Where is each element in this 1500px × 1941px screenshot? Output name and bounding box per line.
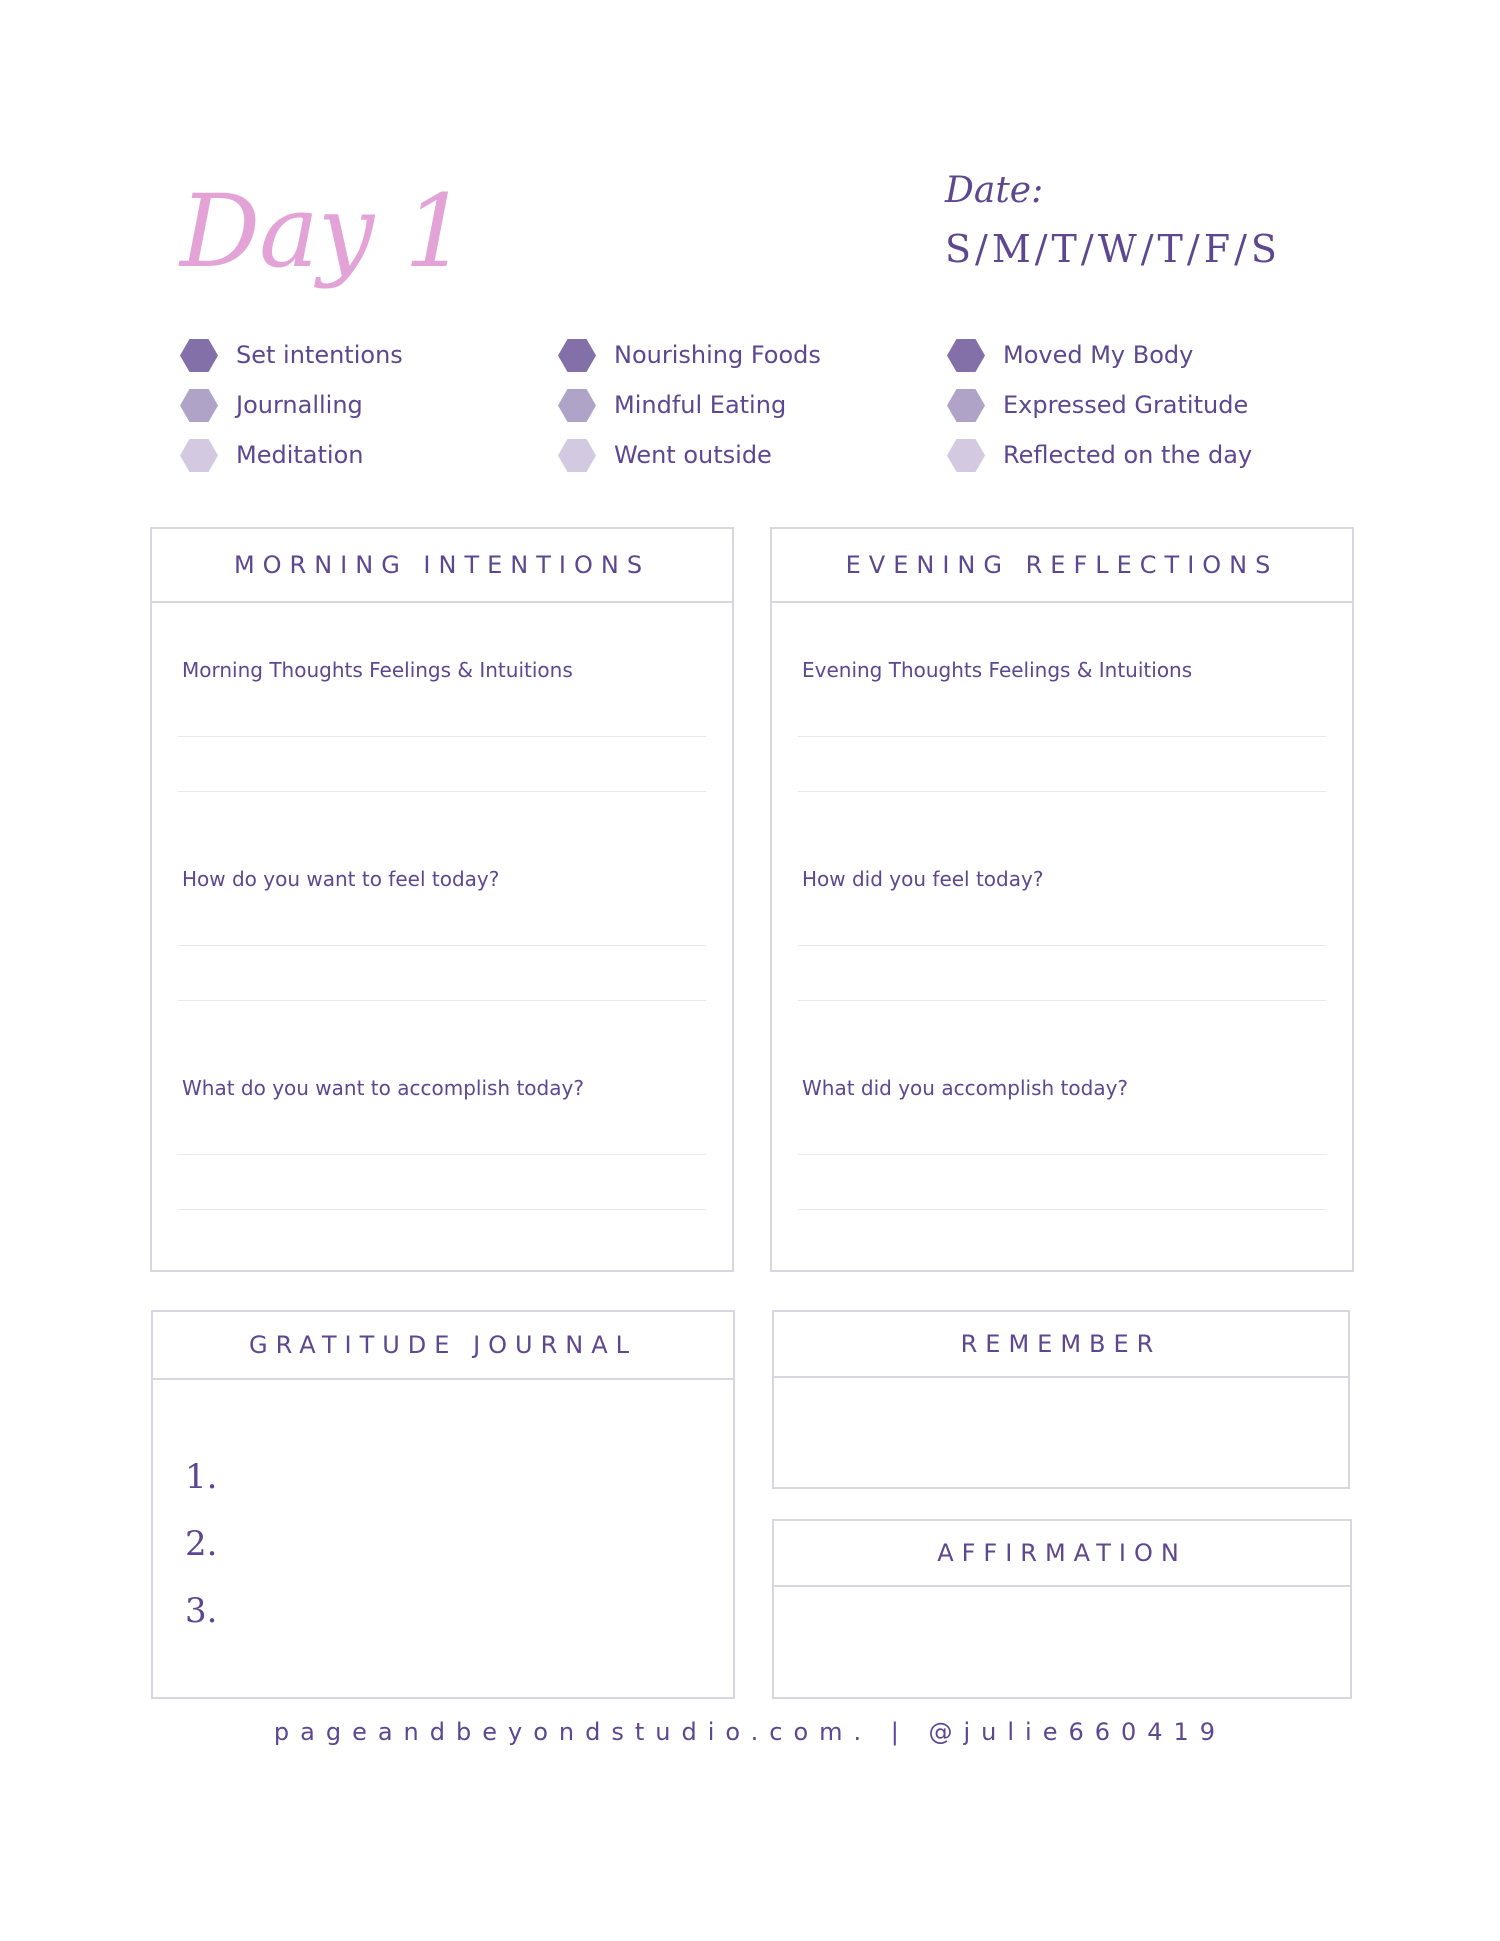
checklist-item[interactable]: [180, 380, 510, 430]
writing-line[interactable]: [178, 791, 706, 792]
checklist-item[interactable]: [558, 380, 888, 430]
hexagon-checkbox-icon[interactable]: [947, 389, 985, 422]
checklist-label: Mindful Eating: [614, 391, 787, 419]
hexagon-checkbox-icon[interactable]: [180, 339, 218, 372]
morning-intentions-title: MORNING INTENTIONS: [152, 529, 732, 603]
checklist-item[interactable]: [180, 330, 510, 380]
hexagon-checkbox-icon[interactable]: [180, 389, 218, 422]
day-title: Day 1: [180, 173, 467, 290]
date-label: Date:: [945, 170, 1044, 211]
gratitude-item-2[interactable]: 2.: [185, 1524, 218, 1564]
hexagon-checkbox-icon[interactable]: [558, 339, 596, 372]
gratitude-item-3[interactable]: 3.: [185, 1591, 218, 1631]
writing-line[interactable]: [798, 945, 1326, 946]
writing-line[interactable]: [178, 1000, 706, 1001]
checklist-item[interactable]: [180, 430, 510, 480]
remember-title: REMEMBER: [774, 1312, 1348, 1378]
checklist-label: Expressed Gratitude: [1003, 391, 1249, 419]
writing-line[interactable]: [798, 791, 1326, 792]
checklist-label: Moved My Body: [1003, 341, 1194, 369]
evening-reflections-box: [770, 527, 1354, 1272]
footer-credit: pageandbeyondstudio.com. | @julie660419: [273, 1718, 1227, 1746]
hexagon-checkbox-icon[interactable]: [947, 339, 985, 372]
weekday-selector[interactable]: S/M/T/W/T/F/S: [945, 227, 1281, 271]
evening-prompt-feel: How did you feel today?: [802, 867, 1044, 891]
affirmation-box: [772, 1519, 1352, 1699]
checklist-column-2: [558, 330, 888, 480]
morning-prompt-thoughts: Morning Thoughts Feelings & Intuitions: [182, 658, 573, 682]
checklist-column-1: [180, 330, 510, 480]
morning-intentions-box: [150, 527, 734, 1272]
checklist-item[interactable]: [558, 430, 888, 480]
morning-prompt-feel: How do you want to feel today?: [182, 867, 500, 891]
hexagon-checkbox-icon[interactable]: [180, 439, 218, 472]
morning-prompt-accomplish: What do you want to accomplish today?: [182, 1076, 584, 1100]
gratitude-item-1[interactable]: 1.: [185, 1457, 218, 1497]
checklist-label: Nourishing Foods: [614, 341, 821, 369]
checklist-column-3: [947, 330, 1277, 480]
checklist-label: Went outside: [614, 441, 772, 469]
remember-box: [772, 1310, 1350, 1489]
writing-line[interactable]: [798, 1000, 1326, 1001]
writing-line[interactable]: [798, 736, 1326, 737]
checklist-label: Set intentions: [236, 341, 403, 369]
gratitude-journal-box: [151, 1310, 735, 1699]
checklist-item[interactable]: [947, 330, 1277, 380]
checklist-item[interactable]: [558, 330, 888, 380]
hexagon-checkbox-icon[interactable]: [558, 389, 596, 422]
checklist-item[interactable]: [947, 430, 1277, 480]
hexagon-checkbox-icon[interactable]: [558, 439, 596, 472]
checklist-label: Reflected on the day: [1003, 441, 1253, 469]
evening-prompt-thoughts: Evening Thoughts Feelings & Intuitions: [802, 658, 1193, 682]
writing-line[interactable]: [178, 1154, 706, 1155]
hexagon-checkbox-icon[interactable]: [947, 439, 985, 472]
affirmation-title: AFFIRMATION: [774, 1521, 1350, 1587]
writing-line[interactable]: [178, 945, 706, 946]
writing-line[interactable]: [178, 1209, 706, 1210]
writing-line[interactable]: [178, 736, 706, 737]
checklist-item[interactable]: [947, 380, 1277, 430]
checklist-label: Meditation: [236, 441, 364, 469]
checklist-label: Journalling: [236, 391, 363, 419]
evening-prompt-accomplish: What did you accomplish today?: [802, 1076, 1129, 1100]
evening-reflections-title: EVENING REFLECTIONS: [772, 529, 1352, 603]
gratitude-journal-title: GRATITUDE JOURNAL: [153, 1312, 733, 1380]
writing-line[interactable]: [798, 1154, 1326, 1155]
writing-line[interactable]: [798, 1209, 1326, 1210]
